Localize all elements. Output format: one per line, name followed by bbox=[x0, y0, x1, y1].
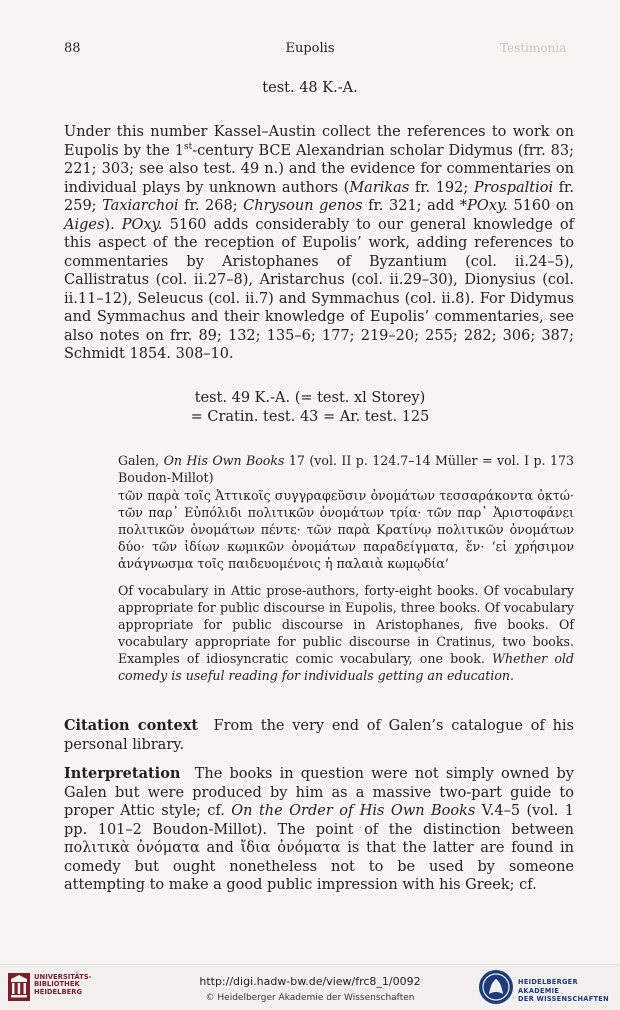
citation-label: Citation context bbox=[64, 717, 199, 734]
greek-text: τῶν παρὰ τοῖς Ἀττικοῖς συγγραφεῦσιν ὀνομάτων τεσσαράκοντα ὀκτώ· τῶν παρ᾽ Εὐπόλιδι πολιτικῶν ὀνομάτων τρία· τῶν παρ᾽ Ἀριστοφάνει πολιτικῶν ὀνομάτων πέντε· τῶν παρὰ Κρατίνῳ πολιτικῶν ὀνομάτων δύο· τῶν ἰδίων κωμικῶν ὀνομάτων παραδείγματα, ἕν· ‘εἰ χρήσιμον ἀνάγνωσμα τοῖς παιδευομένοις ἡ παλαιὰ κωμῳδία’ bbox=[118, 488, 574, 571]
university-library-name[interactable]: UNIVERSITÄTS- BIBLIOTHEK HEIDELBERG bbox=[34, 973, 92, 996]
citation-context: Citation context From the very end of Galen’s catalogue of his personal library. bbox=[64, 717, 574, 753]
permalink-url[interactable]: http://digi.hadw-bw.de/view/frc8_1/0092 bbox=[199, 975, 421, 988]
running-title: Eupolis bbox=[285, 41, 335, 56]
translation: Of vocabulary in Attic prose-authors, forty-eight books. Of vocabulary appropriate for public discourse in Eupolis, three books. Of vocabulary appropriate for public discourse in Aristophanes, five books. Of vocabulary appropriate for public discourse in Cratinus, two books. Examples of idiosyncratic comic vocabulary, one book. Whether old comedy is useful reading for individuals getting an education. bbox=[118, 583, 574, 683]
testimonium-49-heading: test. 49 K.-A. (= test. xl Storey) = Cratin. test. 43 = Ar. test. 125 bbox=[190, 390, 430, 425]
bleed-through-text: Testimonia bbox=[500, 41, 567, 55]
academy-name[interactable]: HEIDELBERGER AKADEMIE DER WISSENSCHAFTEN bbox=[518, 978, 609, 1004]
quote-source: Galen, On His Own Books 17 (vol. II p. 124.7–14 Müller = vol. I p. 173 Boudon-Millot) bbox=[118, 453, 575, 485]
commentary-paragraph: Under this number Kassel–Austin collect the references to work on Eupolis by the 1st-century BCE Alexandrian scholar Didymus (frr. 83; 221; 303; see also test. 49 n.) and the evidence for commentaries on individual plays by unknown authors (Marikas fr. 192; Prospaltioi fr. 259; Taxiarchoi fr. 268; Chrysoun genos fr. 321; add *POxy. 5160 on Aiges). POxy. 5160 adds considerably to our general knowledge of this aspect of the reception of Eupolis’ work, adding references to commentaries by Aristophanes of Byzantium (col. ii.24–5), Callistratus (col. ii.27–8), Aristarchus (col. ii.29–30), Dionysius (col. ii.11–12), Seleucus (col. ii.7) and Symmachus (col. ii.8). For Didymus and Symmachus and their knowledge of Eupolis’ commentaries, see also notes on frr. 89; 132; 135–6; 177; 219–20; 255; 282; 306; 387; Schmidt 1854. 308–10. bbox=[64, 124, 574, 362]
academy-seal-icon[interactable] bbox=[478, 969, 514, 1005]
viewer-footer bbox=[0, 964, 620, 1010]
interpretation: Interpretation The books in question were not simply owned by Galen but were produced by him as a massive two-part guide to proper Attic style; cf. On the Order of His Own Books V.4–5 (vol. 1 pp. 101–2 Boudon-Millot). The point of the distinction between πολιτικὰ ὀνόματα and ἴδια ὀνόματα is that the latter are found in comedy but ought nonetheless not to be used by someone attempting to make a good public impression with his Greek; cf. bbox=[64, 765, 574, 893]
interpretation-label: Interpretation bbox=[64, 765, 181, 782]
page-number: 88 bbox=[64, 41, 81, 56]
copyright-notice: © Heidelberger Akademie der Wissenschaften bbox=[205, 993, 415, 1003]
testimonium-48-heading: test. 48 K.-A. bbox=[262, 80, 358, 96]
